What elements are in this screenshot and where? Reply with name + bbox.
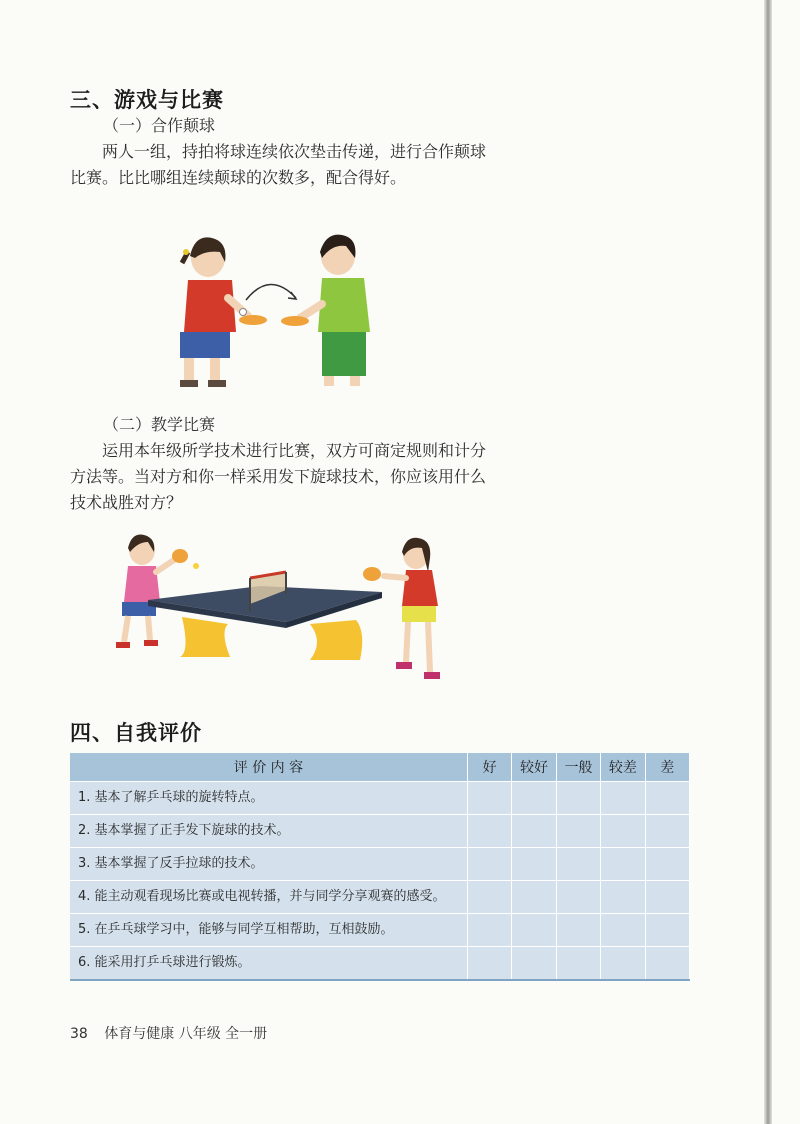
rating-cell[interactable] — [467, 914, 511, 947]
table-tennis-match-illustration — [110, 532, 460, 692]
rating-cell[interactable] — [556, 881, 600, 914]
rating-cell[interactable] — [512, 782, 556, 815]
row-item-text: 5. 在乒乓球学习中，能够与同学互相帮助，互相鼓励。 — [70, 914, 467, 947]
paragraph-match: 运用本年级所学技术进行比赛，双方可商定规则和计分方法等。当对方和你一样采用发下旋球技术，你应该用什么技术战胜对方？ — [70, 441, 487, 512]
table-row — [70, 881, 690, 914]
rating-cell[interactable] — [512, 815, 556, 848]
left-girl-player-figure — [116, 535, 188, 648]
ping-pong-table — [148, 572, 382, 660]
rating-cell[interactable] — [645, 815, 689, 848]
rating-cell[interactable] — [601, 848, 645, 881]
rating-cell[interactable] — [645, 914, 689, 947]
table-header-row — [70, 753, 690, 782]
row-item-text: 4. 能主动观看现场比赛或电视转播，并与同学分享观赛的感受。 — [70, 881, 467, 914]
rating-cell[interactable] — [512, 947, 556, 981]
rating-cell[interactable] — [645, 782, 689, 815]
row-item-text: 6. 能采用打乒乓球进行锻炼。 — [70, 947, 467, 981]
row-item-text: 2. 基本掌握了正手发下旋球的技术。 — [70, 815, 467, 848]
table-row — [70, 914, 690, 947]
self-evaluation-table — [70, 753, 690, 981]
rating-cell[interactable] — [601, 947, 645, 981]
rating-cell[interactable] — [556, 914, 600, 947]
rating-cell[interactable] — [601, 815, 645, 848]
rating-cell[interactable] — [601, 914, 645, 947]
page-footer — [70, 1023, 267, 1043]
cooperative-bouncing-illustration — [150, 228, 400, 393]
boy-player-figure — [281, 235, 370, 386]
rating-cell[interactable] — [467, 782, 511, 815]
rating-cell[interactable] — [467, 881, 511, 914]
header-average: 一般 — [556, 753, 600, 782]
header-poor: 差 — [645, 753, 689, 782]
rating-cell[interactable] — [512, 848, 556, 881]
subsection-title-cooperative: （一）合作颠球 — [103, 116, 216, 135]
rating-cell[interactable] — [645, 881, 689, 914]
rating-cell[interactable] — [601, 881, 645, 914]
section-title-self-evaluation: 四、自我评价 — [70, 721, 202, 745]
rating-cell[interactable] — [512, 881, 556, 914]
table-row — [70, 947, 690, 981]
paragraph-cooperative: 两人一组，持拍将球连续依次垫击传递，进行合作颠球比赛。比比哪组连续颠球的次数多，配合得好。 — [70, 142, 487, 187]
page-number: 38 — [70, 1026, 88, 1042]
rating-cell[interactable] — [556, 815, 600, 848]
girl-player-figure — [180, 237, 267, 387]
rating-cell[interactable] — [556, 947, 600, 981]
row-item-text: 1. 基本了解乒乓球的旋转特点。 — [70, 782, 467, 815]
table-row — [70, 815, 690, 848]
book-title: 体育与健康 八年级 全一册 — [104, 1026, 268, 1042]
right-girl-player-figure — [363, 538, 440, 679]
header-fairly-good: 较好 — [512, 753, 556, 782]
rating-cell[interactable] — [467, 947, 511, 981]
section-title-games: 三、游戏与比赛 — [70, 88, 224, 112]
table-row — [70, 848, 690, 881]
rating-cell[interactable] — [645, 848, 689, 881]
header-good: 好 — [467, 753, 511, 782]
row-item-text: 3. 基本掌握了反手拉球的技术。 — [70, 848, 467, 881]
rating-cell[interactable] — [556, 848, 600, 881]
header-evaluation-content: 评 价 内 容 — [70, 753, 467, 782]
rating-cell[interactable] — [601, 782, 645, 815]
subsection-title-match: （二）教学比赛 — [103, 415, 216, 434]
header-fairly-poor: 较差 — [601, 753, 645, 782]
rating-cell[interactable] — [645, 947, 689, 981]
rating-cell[interactable] — [467, 815, 511, 848]
rating-cell[interactable] — [556, 782, 600, 815]
page-binding-edge — [764, 0, 772, 1124]
table-row — [70, 782, 690, 815]
rating-cell[interactable] — [467, 848, 511, 881]
rating-cell[interactable] — [512, 914, 556, 947]
